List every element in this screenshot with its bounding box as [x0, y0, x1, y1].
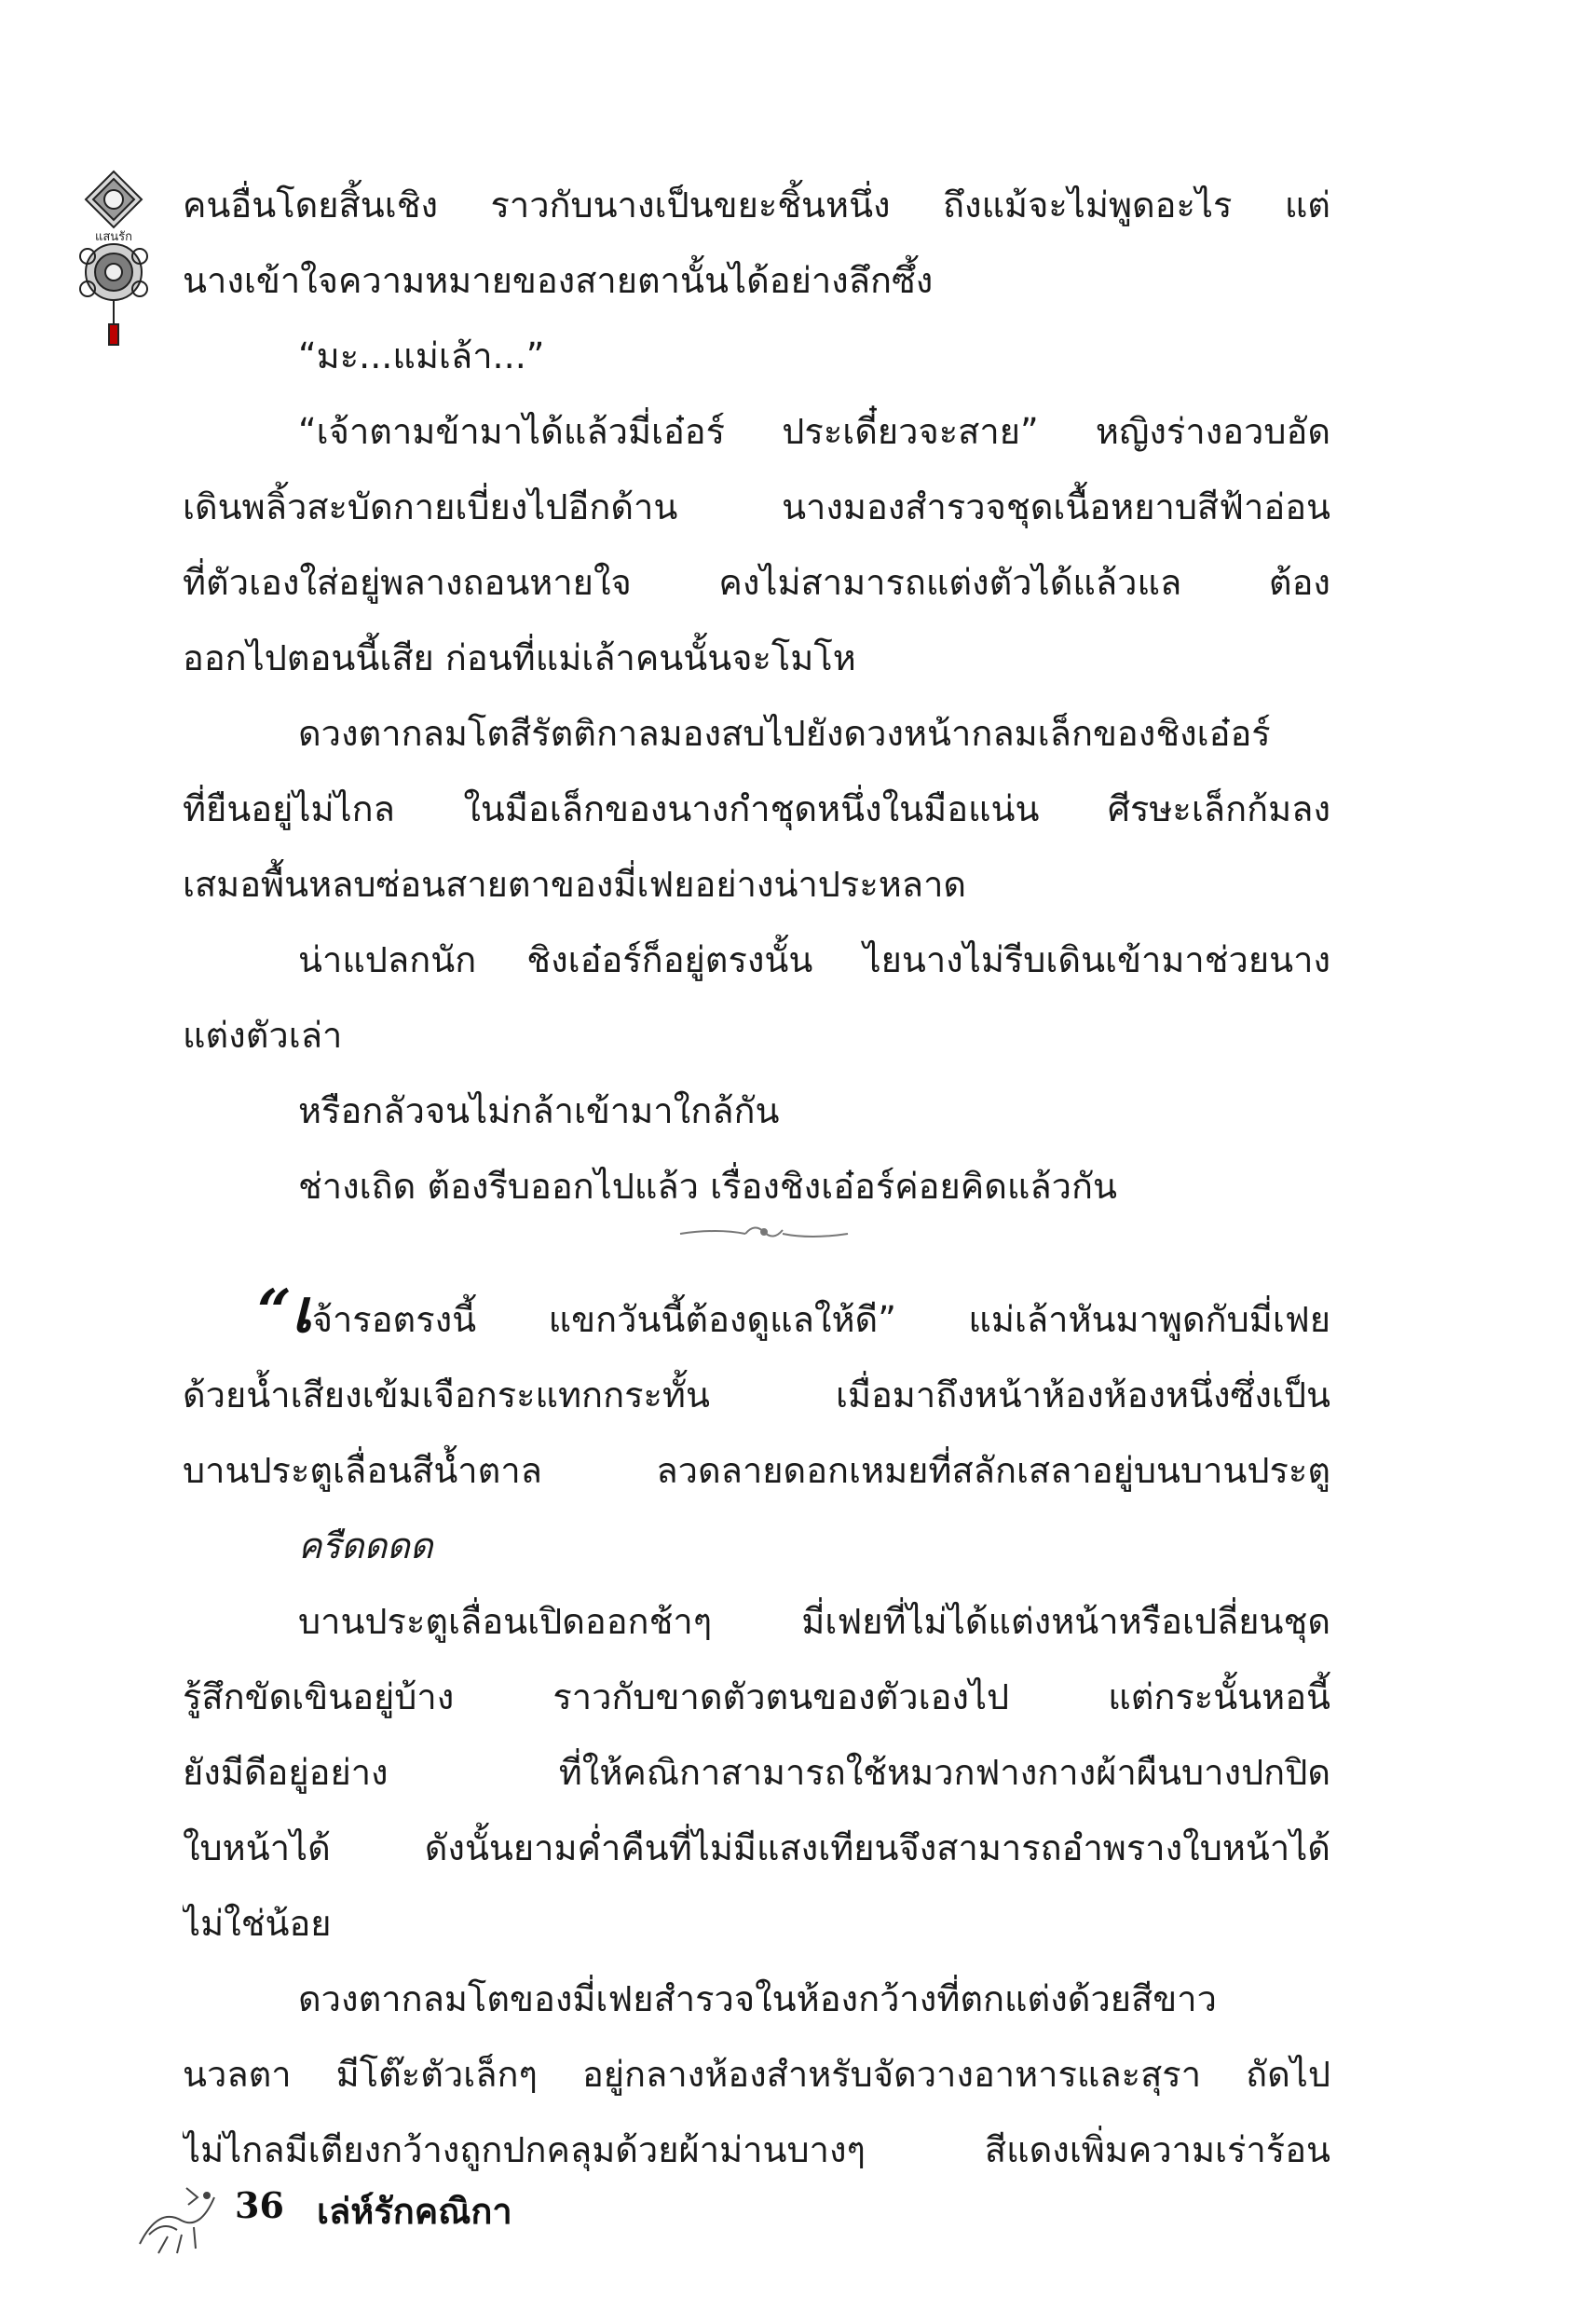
paragraph-line: ยังมีดีอยู่อย่าง ที่ให้คณิกาสามารถใช้หมวกฟางกางผ้าผืนบางปกปิด: [183, 1752, 1330, 1793]
paragraph-line: ออกไปตอนนี้เสีย ก่อนที่แม่เล้าคนนั้นจะโมโห: [183, 637, 856, 678]
paragraph-line: ใบหน้าได้ ดังนั้นยามค่ำคืนที่ไม่มีแสงเทียนจึงสามารถอำพรางใบหน้าได้: [183, 1827, 1330, 1868]
paragraph-line: รู้สึกขัดเขินอยู่บ้าง ราวกับขาดตัวตนของตัวเองไป แต่กระนั้นหอนี้: [183, 1676, 1330, 1717]
emblem-caption: แสนรัก: [94, 230, 133, 244]
section-divider-ornament-icon: [671, 1219, 857, 1247]
paragraph-line: หรือกลัวจนไม่กล้าเข้ามาใกล้กัน: [298, 1090, 780, 1131]
paragraph-line: จ้ารอตรงนี้ แขกวันนี้ต้องดูแลให้ดี” แม่เล้าหันมาพูดกับมี่เฟย: [311, 1299, 1330, 1340]
paragraph-line: น่าแปลกนัก ชิงเอ๋อร์ก็อยู่ตรงนั้น ไยนางไม่รีบเดินเข้ามาช่วยนาง: [298, 939, 1330, 980]
paragraph-line: บานประตูเลื่อนเปิดออกช้าๆ มี่เฟยที่ไม่ได้แต่งหน้าหรือเปลี่ยนชุด: [298, 1601, 1330, 1642]
paragraph-line: ช่างเถิด ต้องรีบออกไปแล้ว เรื่องชิงเอ๋อร์ค่อยคิดแล้วกัน: [298, 1166, 1117, 1207]
paragraph-line: “มะ...แม่เล้า...”: [298, 335, 545, 376]
dragon-footer-icon: [130, 2169, 224, 2263]
paragraph-line: ที่ตัวเองใส่อยู่พลางถอนหายใจ คงไม่สามารถแต่งตัวได้แล้วแล ต้อง: [183, 562, 1330, 603]
paragraph-line: เสมอพื้นหลบซ่อนสายตาของมี่เฟยอย่างน่าประหลาด: [183, 864, 967, 905]
paragraph-line: บานประตูเลื่อนสีน้ำตาล ลวดลายดอกเหมยที่สลักเสลาอยู่บนบานประตู: [183, 1450, 1330, 1491]
paragraph-line: ไม่ใช่น้อย: [183, 1903, 332, 1944]
ornament-emblem-icon: [69, 168, 158, 354]
paragraph-line: ครืดดดด: [298, 1525, 433, 1566]
paragraph-line: นวลตา มีโต๊ะตัวเล็กๆ อยู่กลางห้องสำหรับจัดวางอาหารและสุรา ถัดไป: [183, 2054, 1330, 2095]
dropcap-letter: “เ: [257, 1282, 312, 1347]
dropcap-first-line: [183, 1282, 1330, 1358]
paragraph-line: คนอื่นโดยสิ้นเชิง ราวกับนางเป็นขยะชิ้นหนึ่ง ถึงแม้จะไม่พูดอะไร แต่: [183, 185, 1330, 226]
paragraph-line: ด้วยน้ำเสียงเข้มเจือกระแทกกระทั้น เมื่อมาถึงหน้าห้องห้องหนึ่งซึ่งเป็น: [183, 1374, 1330, 1415]
paragraph-line: เดินพลิ้วสะบัดกายเบี่ยงไปอีกด้าน นางมองสำรวจชุดเนื้อหยาบสีฟ้าอ่อน: [183, 486, 1330, 527]
section-one-text: [183, 168, 1330, 1224]
paragraph-line: แต่งตัวเล่า: [183, 1015, 343, 1056]
paragraph-line: “เจ้าตามข้ามาได้แล้วมี่เอ๋อร์ ประเดี๋ยวจะสาย” หญิงร่างอวบอัด: [298, 411, 1330, 452]
paragraph-line: ดวงตากลมโตสีรัตติกาลมองสบไปยังดวงหน้ากลมเล็กของชิงเอ๋อร์: [298, 713, 1271, 754]
book-title: เล่ห์รักคณิกา: [317, 2190, 512, 2232]
page-number: 36: [235, 2184, 284, 2226]
paragraph-line: ไม่ไกลมีเตียงกว้างถูกปกคลุมด้วยผ้าม่านบางๆ สีแดงเพิ่มความเร่าร้อน: [183, 2129, 1330, 2170]
paragraph-line: นางเข้าใจความหมายของสายตานั้นได้อย่างลึกซึ้ง: [183, 260, 934, 301]
paragraph-line: ดวงตากลมโตของมี่เฟยสำรวจในห้องกว้างที่ตกแต่งด้วยสีขาว: [298, 1978, 1217, 2019]
paragraph-line: ที่ยืนอยู่ไม่ไกล ในมือเล็กของนางกำชุดหนึ่งในมือแน่น ศีรษะเล็กก้มลง: [183, 788, 1330, 829]
section-two-text: [183, 1282, 1330, 2188]
